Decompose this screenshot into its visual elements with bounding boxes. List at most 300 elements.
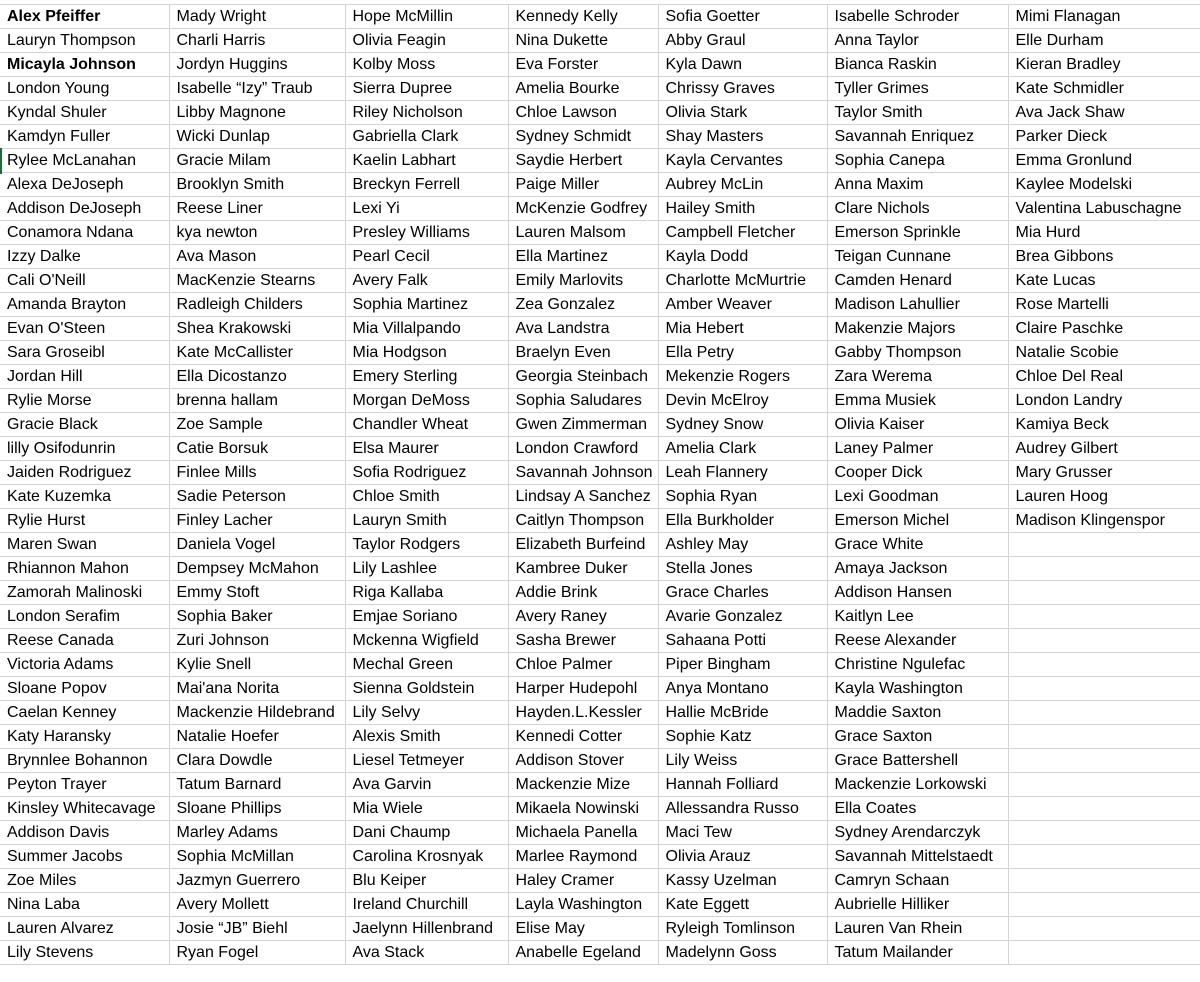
grid-cell[interactable]: Campbell Fletcher [658,221,827,245]
grid-cell[interactable]: Mary Grusser [1008,461,1200,485]
grid-cell[interactable]: Jaelynn Hillenbrand [345,917,508,941]
grid-cell[interactable]: Kayla Washington [827,677,1008,701]
grid-cell[interactable]: Sophia Ryan [658,485,827,509]
grid-cell[interactable]: Elise May [508,917,658,941]
grid-cell[interactable]: Sophia Canepa [827,149,1008,173]
grid-cell[interactable]: Tyller Grimes [827,77,1008,101]
grid-cell[interactable]: Addison Stover [508,749,658,773]
grid-cell[interactable]: Parker Dieck [1008,125,1200,149]
grid-cell[interactable]: Kamdyn Fuller [0,125,169,149]
grid-cell[interactable]: Kaelin Labhart [345,149,508,173]
grid-cell[interactable]: Georgia Steinbach [508,365,658,389]
grid-cell[interactable] [1008,797,1200,821]
grid-cell[interactable]: Sydney Arendarczyk [827,821,1008,845]
grid-cell[interactable] [1008,605,1200,629]
grid-cell[interactable]: Ella Dicostanzo [169,365,345,389]
grid-cell[interactable]: Finlee Mills [169,461,345,485]
grid-cell[interactable]: Marlee Raymond [508,845,658,869]
grid-cell[interactable] [1008,893,1200,917]
grid-cell[interactable]: Madison Klingenspor [1008,509,1200,533]
grid-cell[interactable] [1008,941,1200,965]
grid-cell[interactable]: Zara Werema [827,365,1008,389]
grid-cell[interactable]: Zamorah Malinoski [0,581,169,605]
grid-cell[interactable]: Zuri Johnson [169,629,345,653]
grid-cell[interactable] [1008,581,1200,605]
grid-cell[interactable]: Emmy Stoft [169,581,345,605]
grid-cell[interactable]: Radleigh Childers [169,293,345,317]
grid-cell[interactable] [1008,677,1200,701]
grid-cell[interactable]: Kate Schmidler [1008,77,1200,101]
grid-cell[interactable]: Aubrielle Hilliker [827,893,1008,917]
grid-cell[interactable]: Leah Flannery [658,461,827,485]
grid-cell[interactable]: Chloe Lawson [508,101,658,125]
grid-cell[interactable]: Summer Jacobs [0,845,169,869]
grid-cell[interactable]: Kyndal Shuler [0,101,169,125]
grid-cell[interactable]: Kylie Snell [169,653,345,677]
grid-cell[interactable]: Kolby Moss [345,53,508,77]
table-row [0,221,1200,245]
grid-cell[interactable]: Mekenzie Rogers [658,365,827,389]
grid-cell[interactable] [1008,653,1200,677]
grid-cell[interactable]: Charlotte McMurtrie [658,269,827,293]
grid-cell[interactable]: Clara Dowdle [169,749,345,773]
grid-cell[interactable]: Chrissy Graves [658,77,827,101]
grid-cell[interactable]: Mia Hurd [1008,221,1200,245]
table-row [0,581,1200,605]
grid-cell[interactable]: Hallie McBride [658,701,827,725]
grid-cell[interactable]: Olivia Stark [658,101,827,125]
grid-cell[interactable]: Mia Wiele [345,797,508,821]
grid-cell[interactable]: Grace Battershell [827,749,1008,773]
grid-cell[interactable]: Rylie Hurst [0,509,169,533]
grid-cell[interactable]: Kieran Bradley [1008,53,1200,77]
grid-cell[interactable]: Anabelle Egeland [508,941,658,965]
grid-cell[interactable] [1008,557,1200,581]
grid-cell[interactable]: Tatum Mailander [827,941,1008,965]
grid-cell[interactable]: kya newton [169,221,345,245]
grid-cell[interactable]: Addison DeJoseph [0,197,169,221]
grid-cell[interactable]: Anna Taylor [827,29,1008,53]
grid-cell[interactable]: Clare Nichols [827,197,1008,221]
grid-cell[interactable]: Brea Gibbons [1008,245,1200,269]
grid-cell[interactable]: Brooklyn Smith [169,173,345,197]
grid-cell[interactable]: Victoria Adams [0,653,169,677]
grid-cell[interactable]: Carolina Krosnyak [345,845,508,869]
grid-cell[interactable]: Wicki Dunlap [169,125,345,149]
grid-cell[interactable]: Sofia Rodriguez [345,461,508,485]
table-row [0,893,1200,917]
grid-cell[interactable]: Piper Bingham [658,653,827,677]
grid-cell[interactable]: Addison Hansen [827,581,1008,605]
grid-cell[interactable] [1008,917,1200,941]
grid-cell[interactable] [1008,773,1200,797]
table-row [0,437,1200,461]
grid-cell[interactable]: Addie Brink [508,581,658,605]
grid-cell[interactable]: Emma Musiek [827,389,1008,413]
grid-cell[interactable]: Jazmyn Guerrero [169,869,345,893]
grid-cell[interactable]: Mackenzie Hildebrand [169,701,345,725]
grid-cell[interactable]: Lexi Yi [345,197,508,221]
grid-cell[interactable]: Kassy Uzelman [658,869,827,893]
grid-cell[interactable]: Harper Hudepohl [508,677,658,701]
grid-cell[interactable]: Lily Stevens [0,941,169,965]
grid-cell[interactable]: lilly Osifodunrin [0,437,169,461]
grid-cell[interactable]: Kate Eggett [658,893,827,917]
grid-cell[interactable]: Elle Durham [1008,29,1200,53]
grid-cell[interactable]: Izzy Dalke [0,245,169,269]
grid-cell[interactable]: Emerson Sprinkle [827,221,1008,245]
grid-cell[interactable]: Lauren Alvarez [0,917,169,941]
grid-cell[interactable]: Amaya Jackson [827,557,1008,581]
grid-cell[interactable]: Gabby Thompson [827,341,1008,365]
grid-cell[interactable]: Rose Martelli [1008,293,1200,317]
grid-cell[interactable]: Kennedy Kelly [508,5,658,29]
grid-cell[interactable]: Paige Miller [508,173,658,197]
grid-cell[interactable]: Mechal Green [345,653,508,677]
grid-cell[interactable]: Madison Lahullier [827,293,1008,317]
grid-cell[interactable]: Lily Lashlee [345,557,508,581]
grid-cell[interactable]: Mimi Flanagan [1008,5,1200,29]
grid-cell[interactable]: Amelia Bourke [508,77,658,101]
grid-cell[interactable]: Chloe Del Real [1008,365,1200,389]
grid-cell[interactable]: Catie Borsuk [169,437,345,461]
grid-cell[interactable]: Olivia Feagin [345,29,508,53]
grid-cell[interactable]: Braelyn Even [508,341,658,365]
table-row [0,341,1200,365]
grid-cell[interactable]: Avarie Gonzalez [658,605,827,629]
grid-cell[interactable]: Emery Sterling [345,365,508,389]
table-row [0,125,1200,149]
table-row [0,29,1200,53]
grid-cell[interactable]: Lauren Van Rhein [827,917,1008,941]
grid-cell[interactable]: Amber Weaver [658,293,827,317]
grid-cell[interactable]: Kate Kuzemka [0,485,169,509]
grid-cell[interactable]: Kaitlyn Lee [827,605,1008,629]
grid-cell[interactable]: Sofia Goetter [658,5,827,29]
grid-cell[interactable]: Michaela Panella [508,821,658,845]
grid-cell[interactable]: Natalie Scobie [1008,341,1200,365]
grid-cell[interactable]: Sahaana Potti [658,629,827,653]
grid-cell[interactable]: Nina Dukette [508,29,658,53]
table-row [0,749,1200,773]
grid-cell[interactable]: Chloe Palmer [508,653,658,677]
grid-cell[interactable]: London Young [0,77,169,101]
table-row [0,5,1200,29]
grid-cell[interactable]: Tatum Barnard [169,773,345,797]
grid-cell[interactable]: Sophia Martinez [345,293,508,317]
grid-cell[interactable]: Addison Davis [0,821,169,845]
table-row [0,461,1200,485]
grid-cell[interactable]: Ava Mason [169,245,345,269]
grid-cell[interactable]: Natalie Hoefer [169,725,345,749]
grid-cell[interactable]: Riley Nicholson [345,101,508,125]
grid-cell[interactable]: Aubrey McLin [658,173,827,197]
grid-cell[interactable]: Marley Adams [169,821,345,845]
grid-cell[interactable]: Libby Magnone [169,101,345,125]
grid-cell[interactable]: Sienna Goldstein [345,677,508,701]
grid-cell[interactable]: Ava Stack [345,941,508,965]
grid-cell[interactable]: Kennedi Cotter [508,725,658,749]
grid-cell[interactable]: Mai'ana Norita [169,677,345,701]
grid-cell[interactable]: Mackenzie Mize [508,773,658,797]
spreadsheet-grid [0,4,1200,982]
table-row [0,629,1200,653]
grid-cell[interactable]: Makenzie Majors [827,317,1008,341]
grid-cell[interactable]: Alex Pfeiffer [0,5,169,29]
grid-cell[interactable]: Isabelle “Izy” Traub [169,77,345,101]
grid-cell[interactable]: Nina Laba [0,893,169,917]
grid-cell[interactable]: Finley Lacher [169,509,345,533]
grid-cell[interactable]: Abby Graul [658,29,827,53]
grid-cell[interactable]: Chandler Wheat [345,413,508,437]
grid-cell[interactable]: Ella Coates [827,797,1008,821]
grid-cell[interactable]: Savannah Enriquez [827,125,1008,149]
grid-cell[interactable]: McKenzie Godfrey [508,197,658,221]
grid-cell[interactable]: Ella Burkholder [658,509,827,533]
grid-cell[interactable]: Sydney Snow [658,413,827,437]
grid-cell[interactable]: Kayla Dodd [658,245,827,269]
grid-cell[interactable]: Ella Martinez [508,245,658,269]
grid-cell[interactable] [1008,725,1200,749]
grid-cell[interactable]: Daniela Vogel [169,533,345,557]
grid-cell[interactable]: Conamora Ndana [0,221,169,245]
grid-cell[interactable]: Grace Charles [658,581,827,605]
grid-cell[interactable]: Ryleigh Tomlinson [658,917,827,941]
grid-cell[interactable]: Sophia McMillan [169,845,345,869]
grid-cell[interactable]: Layla Washington [508,893,658,917]
table-row [0,845,1200,869]
grid-cell[interactable]: Mady Wright [169,5,345,29]
grid-cell[interactable]: Taylor Rodgers [345,533,508,557]
grid-cell[interactable]: Chloe Smith [345,485,508,509]
grid-cell[interactable]: Dempsey McMahon [169,557,345,581]
grid-cell[interactable] [1008,869,1200,893]
grid-cell[interactable]: Shea Krakowski [169,317,345,341]
grid-cell[interactable]: Lindsay A Sanchez [508,485,658,509]
grid-cell[interactable]: London Landry [1008,389,1200,413]
grid-cell[interactable]: Mckenna Wigfield [345,629,508,653]
grid-cell[interactable]: Mikaela Nowinski [508,797,658,821]
grid-cell[interactable]: Elsa Maurer [345,437,508,461]
grid-cell[interactable]: Lily Weiss [658,749,827,773]
grid-cell[interactable]: Haley Cramer [508,869,658,893]
grid-cell[interactable]: Brynnlee Bohannon [0,749,169,773]
grid-cell[interactable]: Alexa DeJoseph [0,173,169,197]
grid-cell[interactable]: Sophia Baker [169,605,345,629]
grid-cell[interactable]: Lauren Malsom [508,221,658,245]
grid-cell[interactable]: Sophia Saludares [508,389,658,413]
grid-cell[interactable]: Avery Falk [345,269,508,293]
grid-cell[interactable] [1008,821,1200,845]
grid-cell[interactable]: Hannah Folliard [658,773,827,797]
grid-cell[interactable]: Sierra Dupree [345,77,508,101]
grid-cell[interactable] [1008,533,1200,557]
grid-cell[interactable]: Gracie Milam [169,149,345,173]
grid-cell[interactable]: Eva Forster [508,53,658,77]
grid-cell[interactable]: Kyla Dawn [658,53,827,77]
grid-cell[interactable]: Emjae Soriano [345,605,508,629]
grid-cell[interactable]: Bianca Raskin [827,53,1008,77]
grid-cell[interactable]: Hayden.L.Kessler [508,701,658,725]
grid-cell[interactable]: Cooper Dick [827,461,1008,485]
grid-cell[interactable]: Emma Gronlund [1008,149,1200,173]
grid-cell[interactable] [1008,701,1200,725]
grid-cell[interactable]: Hope McMillin [345,5,508,29]
grid-cell[interactable]: Avery Mollett [169,893,345,917]
grid-cell[interactable]: Reese Alexander [827,629,1008,653]
grid-cell[interactable]: Rylee McLanahan [0,149,169,173]
table-row [0,413,1200,437]
grid-cell[interactable]: Jordan Hill [0,365,169,389]
grid-cell[interactable]: Sadie Peterson [169,485,345,509]
grid-cell[interactable]: Ava Garvin [345,773,508,797]
grid-cell[interactable]: Zoe Sample [169,413,345,437]
grid-cell[interactable]: Evan O'Steen [0,317,169,341]
table-row [0,869,1200,893]
grid-cell[interactable]: Alexis Smith [345,725,508,749]
grid-cell[interactable]: Katy Haransky [0,725,169,749]
grid-cell[interactable]: Sophie Katz [658,725,827,749]
grid-cell[interactable]: Camden Henard [827,269,1008,293]
grid-cell[interactable]: Sasha Brewer [508,629,658,653]
grid-cell[interactable]: Gabriella Clark [345,125,508,149]
grid-cell[interactable]: Pearl Cecil [345,245,508,269]
grid-cell[interactable]: Maren Swan [0,533,169,557]
grid-cell[interactable]: Laney Palmer [827,437,1008,461]
grid-cell[interactable]: Mackenzie Lorkowski [827,773,1008,797]
grid-cell[interactable]: Lauryn Thompson [0,29,169,53]
grid-cell[interactable]: Kaylee Modelski [1008,173,1200,197]
grid-cell[interactable]: Zea Gonzalez [508,293,658,317]
grid-cell[interactable]: Ella Petry [658,341,827,365]
grid-cell[interactable]: Claire Paschke [1008,317,1200,341]
grid-cell[interactable]: Mia Hodgson [345,341,508,365]
grid-cell[interactable]: Sydney Schmidt [508,125,658,149]
grid-cell[interactable]: Peyton Trayer [0,773,169,797]
grid-cell[interactable]: Olivia Arauz [658,845,827,869]
grid-cell[interactable]: Kamiya Beck [1008,413,1200,437]
grid-cell[interactable]: Emerson Michel [827,509,1008,533]
grid-cell[interactable]: Lauren Hoog [1008,485,1200,509]
grid-cell[interactable]: Zoe Miles [0,869,169,893]
grid-cell[interactable]: Shay Masters [658,125,827,149]
grid-cell[interactable]: Kayla Cervantes [658,149,827,173]
grid-cell[interactable]: Gracie Black [0,413,169,437]
grid-cell[interactable]: Emily Marlovits [508,269,658,293]
grid-cell[interactable]: Kinsley Whitecavage [0,797,169,821]
grid-cell[interactable]: Stella Jones [658,557,827,581]
grid-cell[interactable]: Ireland Churchill [345,893,508,917]
grid-cell[interactable]: Isabelle Schroder [827,5,1008,29]
grid-cell[interactable]: Kambree Duker [508,557,658,581]
grid-cell[interactable]: Jaiden Rodriguez [0,461,169,485]
grid-cell[interactable]: Rhiannon Mahon [0,557,169,581]
grid-cell[interactable]: Presley Williams [345,221,508,245]
grid-cell[interactable]: Mia Hebert [658,317,827,341]
grid-cell[interactable]: Maci Tew [658,821,827,845]
grid-cell[interactable]: Sloane Popov [0,677,169,701]
grid-cell[interactable]: Camryn Schaan [827,869,1008,893]
grid-cell[interactable]: Devin McElroy [658,389,827,413]
grid-cell[interactable]: Ava Jack Shaw [1008,101,1200,125]
grid-cell[interactable]: Anna Maxim [827,173,1008,197]
grid-cell[interactable]: Riga Kallaba [345,581,508,605]
table-row [0,605,1200,629]
grid-cell[interactable]: Micayla Johnson [0,53,169,77]
grid-cell[interactable]: Avery Raney [508,605,658,629]
grid-cell[interactable]: Audrey Gilbert [1008,437,1200,461]
grid-cell[interactable]: Anya Montano [658,677,827,701]
grid-cell[interactable]: Rylie Morse [0,389,169,413]
grid-cell[interactable]: Savannah Mittelstaedt [827,845,1008,869]
grid-cell[interactable]: Hailey Smith [658,197,827,221]
grid-cell[interactable]: Olivia Kaiser [827,413,1008,437]
grid-cell[interactable]: Josie “JB” Biehl [169,917,345,941]
grid-cell[interactable]: Valentina Labuschagne [1008,197,1200,221]
grid-cell[interactable]: Charli Harris [169,29,345,53]
grid-cell[interactable] [1008,845,1200,869]
grid-cell[interactable]: Lexi Goodman [827,485,1008,509]
grid-cell[interactable]: Mia Villalpando [345,317,508,341]
grid-cell[interactable]: Morgan DeMoss [345,389,508,413]
grid-cell[interactable]: Savannah Johnson [508,461,658,485]
grid-cell[interactable]: Allessandra Russo [658,797,827,821]
grid-cell[interactable]: Kate McCallister [169,341,345,365]
grid-cell[interactable]: MacKenzie Stearns [169,269,345,293]
grid-cell[interactable]: Caelan Kenney [0,701,169,725]
grid-cell[interactable] [1008,749,1200,773]
grid-cell[interactable]: Saydie Herbert [508,149,658,173]
grid-cell[interactable]: Amelia Clark [658,437,827,461]
grid-cell[interactable]: Gwen Zimmerman [508,413,658,437]
grid-cell[interactable]: Liesel Tetmeyer [345,749,508,773]
table-row [0,317,1200,341]
grid-cell[interactable]: Grace White [827,533,1008,557]
grid-cell[interactable]: Reese Liner [169,197,345,221]
grid-cell[interactable]: Taylor Smith [827,101,1008,125]
table-row [0,389,1200,413]
grid-cell[interactable]: London Serafim [0,605,169,629]
grid-cell[interactable]: Lauryn Smith [345,509,508,533]
grid-cell[interactable]: Sloane Phillips [169,797,345,821]
grid-cell[interactable]: Elizabeth Burfeind [508,533,658,557]
grid-cell[interactable]: Maddie Saxton [827,701,1008,725]
grid-cell[interactable]: Kate Lucas [1008,269,1200,293]
grid-cell[interactable]: Ryan Fogel [169,941,345,965]
grid-cell[interactable]: Reese Canada [0,629,169,653]
grid-cell[interactable]: Caitlyn Thompson [508,509,658,533]
grid-cell[interactable]: Christine Ngulefac [827,653,1008,677]
grid-cell[interactable]: Sara Groseibl [0,341,169,365]
grid-cell[interactable]: Lily Selvy [345,701,508,725]
grid-cell[interactable]: Cali O'Neill [0,269,169,293]
grid-cell[interactable]: Madelynn Goss [658,941,827,965]
grid-cell[interactable] [1008,629,1200,653]
grid-cell[interactable]: Ava Landstra [508,317,658,341]
grid-cell[interactable]: Jordyn Huggins [169,53,345,77]
grid-cell[interactable]: Dani Chaump [345,821,508,845]
grid-cell[interactable]: Amanda Brayton [0,293,169,317]
table-row [0,773,1200,797]
grid-cell[interactable]: Breckyn Ferrell [345,173,508,197]
grid-cell[interactable]: Grace Saxton [827,725,1008,749]
grid-cell[interactable]: brenna hallam [169,389,345,413]
grid-cell[interactable]: London Crawford [508,437,658,461]
grid-cell[interactable]: Blu Keiper [345,869,508,893]
grid-cell[interactable]: Teigan Cunnane [827,245,1008,269]
grid-cell[interactable]: Ashley May [658,533,827,557]
table-row [0,485,1200,509]
